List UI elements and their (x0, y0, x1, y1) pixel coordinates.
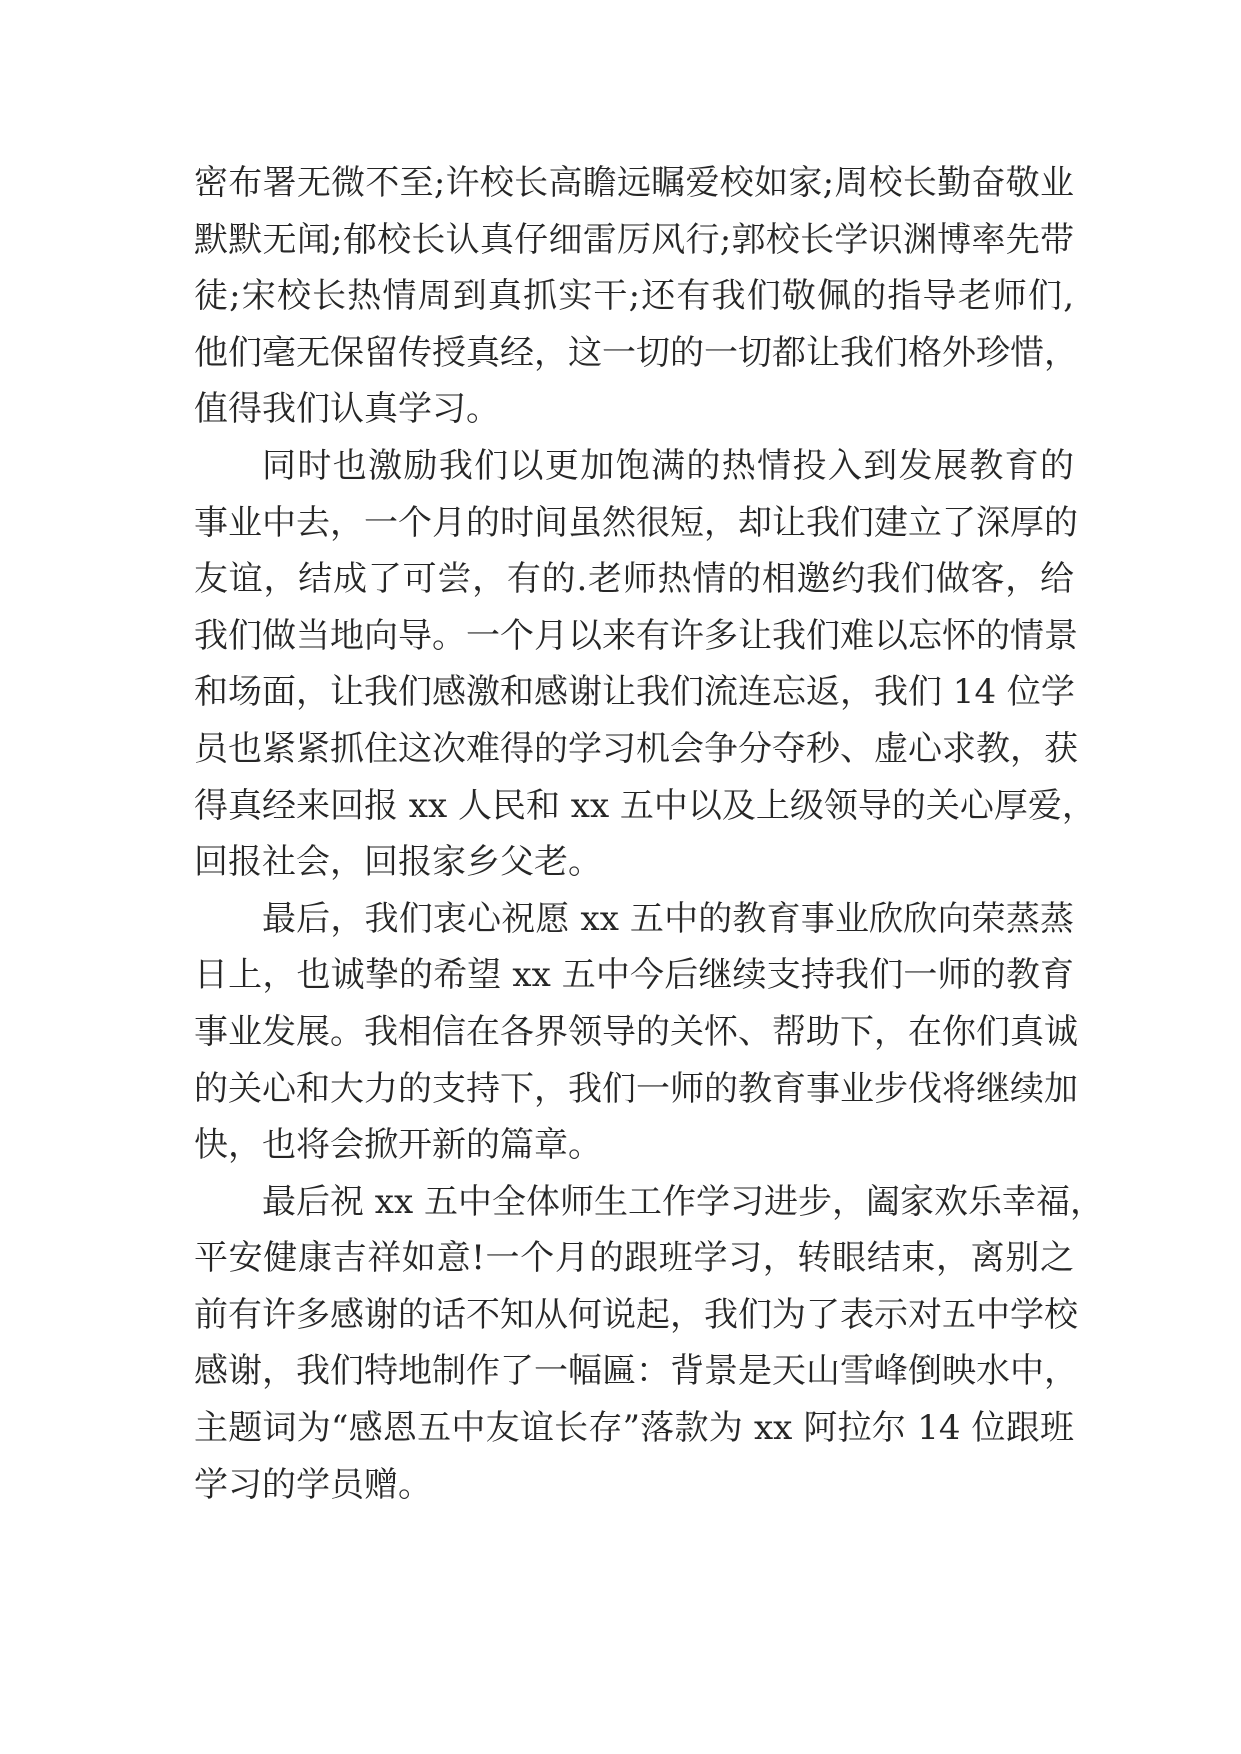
text-line: 我们做当地向导。一个月以来有许多让我们难以忘怀的情景 (194, 615, 1078, 656)
text-line: 感谢，我们特地制作了一幅匾：背景是天山雪峰倒映水中， (194, 1351, 1078, 1392)
text-line: 最后，我们衷心祝愿 xx 五中的教育事业欣欣向荣蒸蒸 (262, 898, 1074, 939)
text-line: 员也紧紧抓住这次难得的学习机会争分夺秒、虚心求教，获 (194, 728, 1078, 769)
text-line: 平安健康吉祥如意!一个月的跟班学习，转眼结束，离别之 (194, 1238, 1074, 1279)
text-line: 密布署无微不至;许校长高瞻远瞩爱校如家;周校长勤奋敬业 (194, 163, 1074, 203)
text-line: 他们毫无保留传授真经，这一切的一切都让我们格外珍惜， (194, 332, 1078, 373)
text-line: 友谊，结成了可尝，有的.老师热情的相邀约我们做客，给 (194, 559, 1074, 600)
text-line: 徒;宋校长热情周到真抓实干;还有我们敬佩的指导老师们, (194, 276, 1074, 317)
text-line: 值得我们认真学习。 (194, 389, 500, 430)
paragraph (194, 438, 1096, 891)
paragraph (194, 155, 1078, 438)
text-line: 默默无闻;郁校长认真仔细雷厉风行;郭校长学识渊博率先带 (194, 219, 1074, 260)
text-line: 的关心和大力的支持下，我们一师的教育事业步伐将继续加 (194, 1068, 1078, 1109)
text-line: 事业发展。我相信在各界领导的关怀、帮助下，在你们真诚 (194, 1011, 1078, 1052)
document-body (194, 155, 1104, 1513)
text-line: 学习的学员赠。 (194, 1464, 432, 1505)
paragraph (194, 1174, 1104, 1514)
text-line: 前有许多感谢的话不知从何说起，我们为了表示对五中学校 (194, 1294, 1078, 1335)
text-line: 和场面，让我们感激和感谢让我们流连忘返，我们 14 位学 (194, 672, 1075, 713)
text-line: 快，也将会掀开新的篇章。 (194, 1125, 602, 1166)
text-line: 事业中去，一个月的时间虽然很短，却让我们建立了深厚的 (194, 502, 1078, 543)
text-line: 回报社会，回报家乡父老。 (194, 842, 602, 883)
text-line: 得真经来回报 xx 人民和 xx 五中以及上级领导的关心厚爱， (194, 785, 1096, 826)
paragraph (194, 891, 1078, 1174)
text-line: 日上，也诚挚的希望 xx 五中今后继续支持我们一师的教育 (194, 955, 1074, 996)
text-line: 同时也激励我们以更加饱满的热情投入到发展教育的 (262, 445, 1074, 486)
text-line: 主题词为“感恩五中友谊长存”落款为 xx 阿拉尔 14 位跟班 (194, 1408, 1074, 1449)
text-line: 最后祝 xx 五中全体师生工作学习进步，阖家欢乐幸福， (262, 1181, 1104, 1222)
